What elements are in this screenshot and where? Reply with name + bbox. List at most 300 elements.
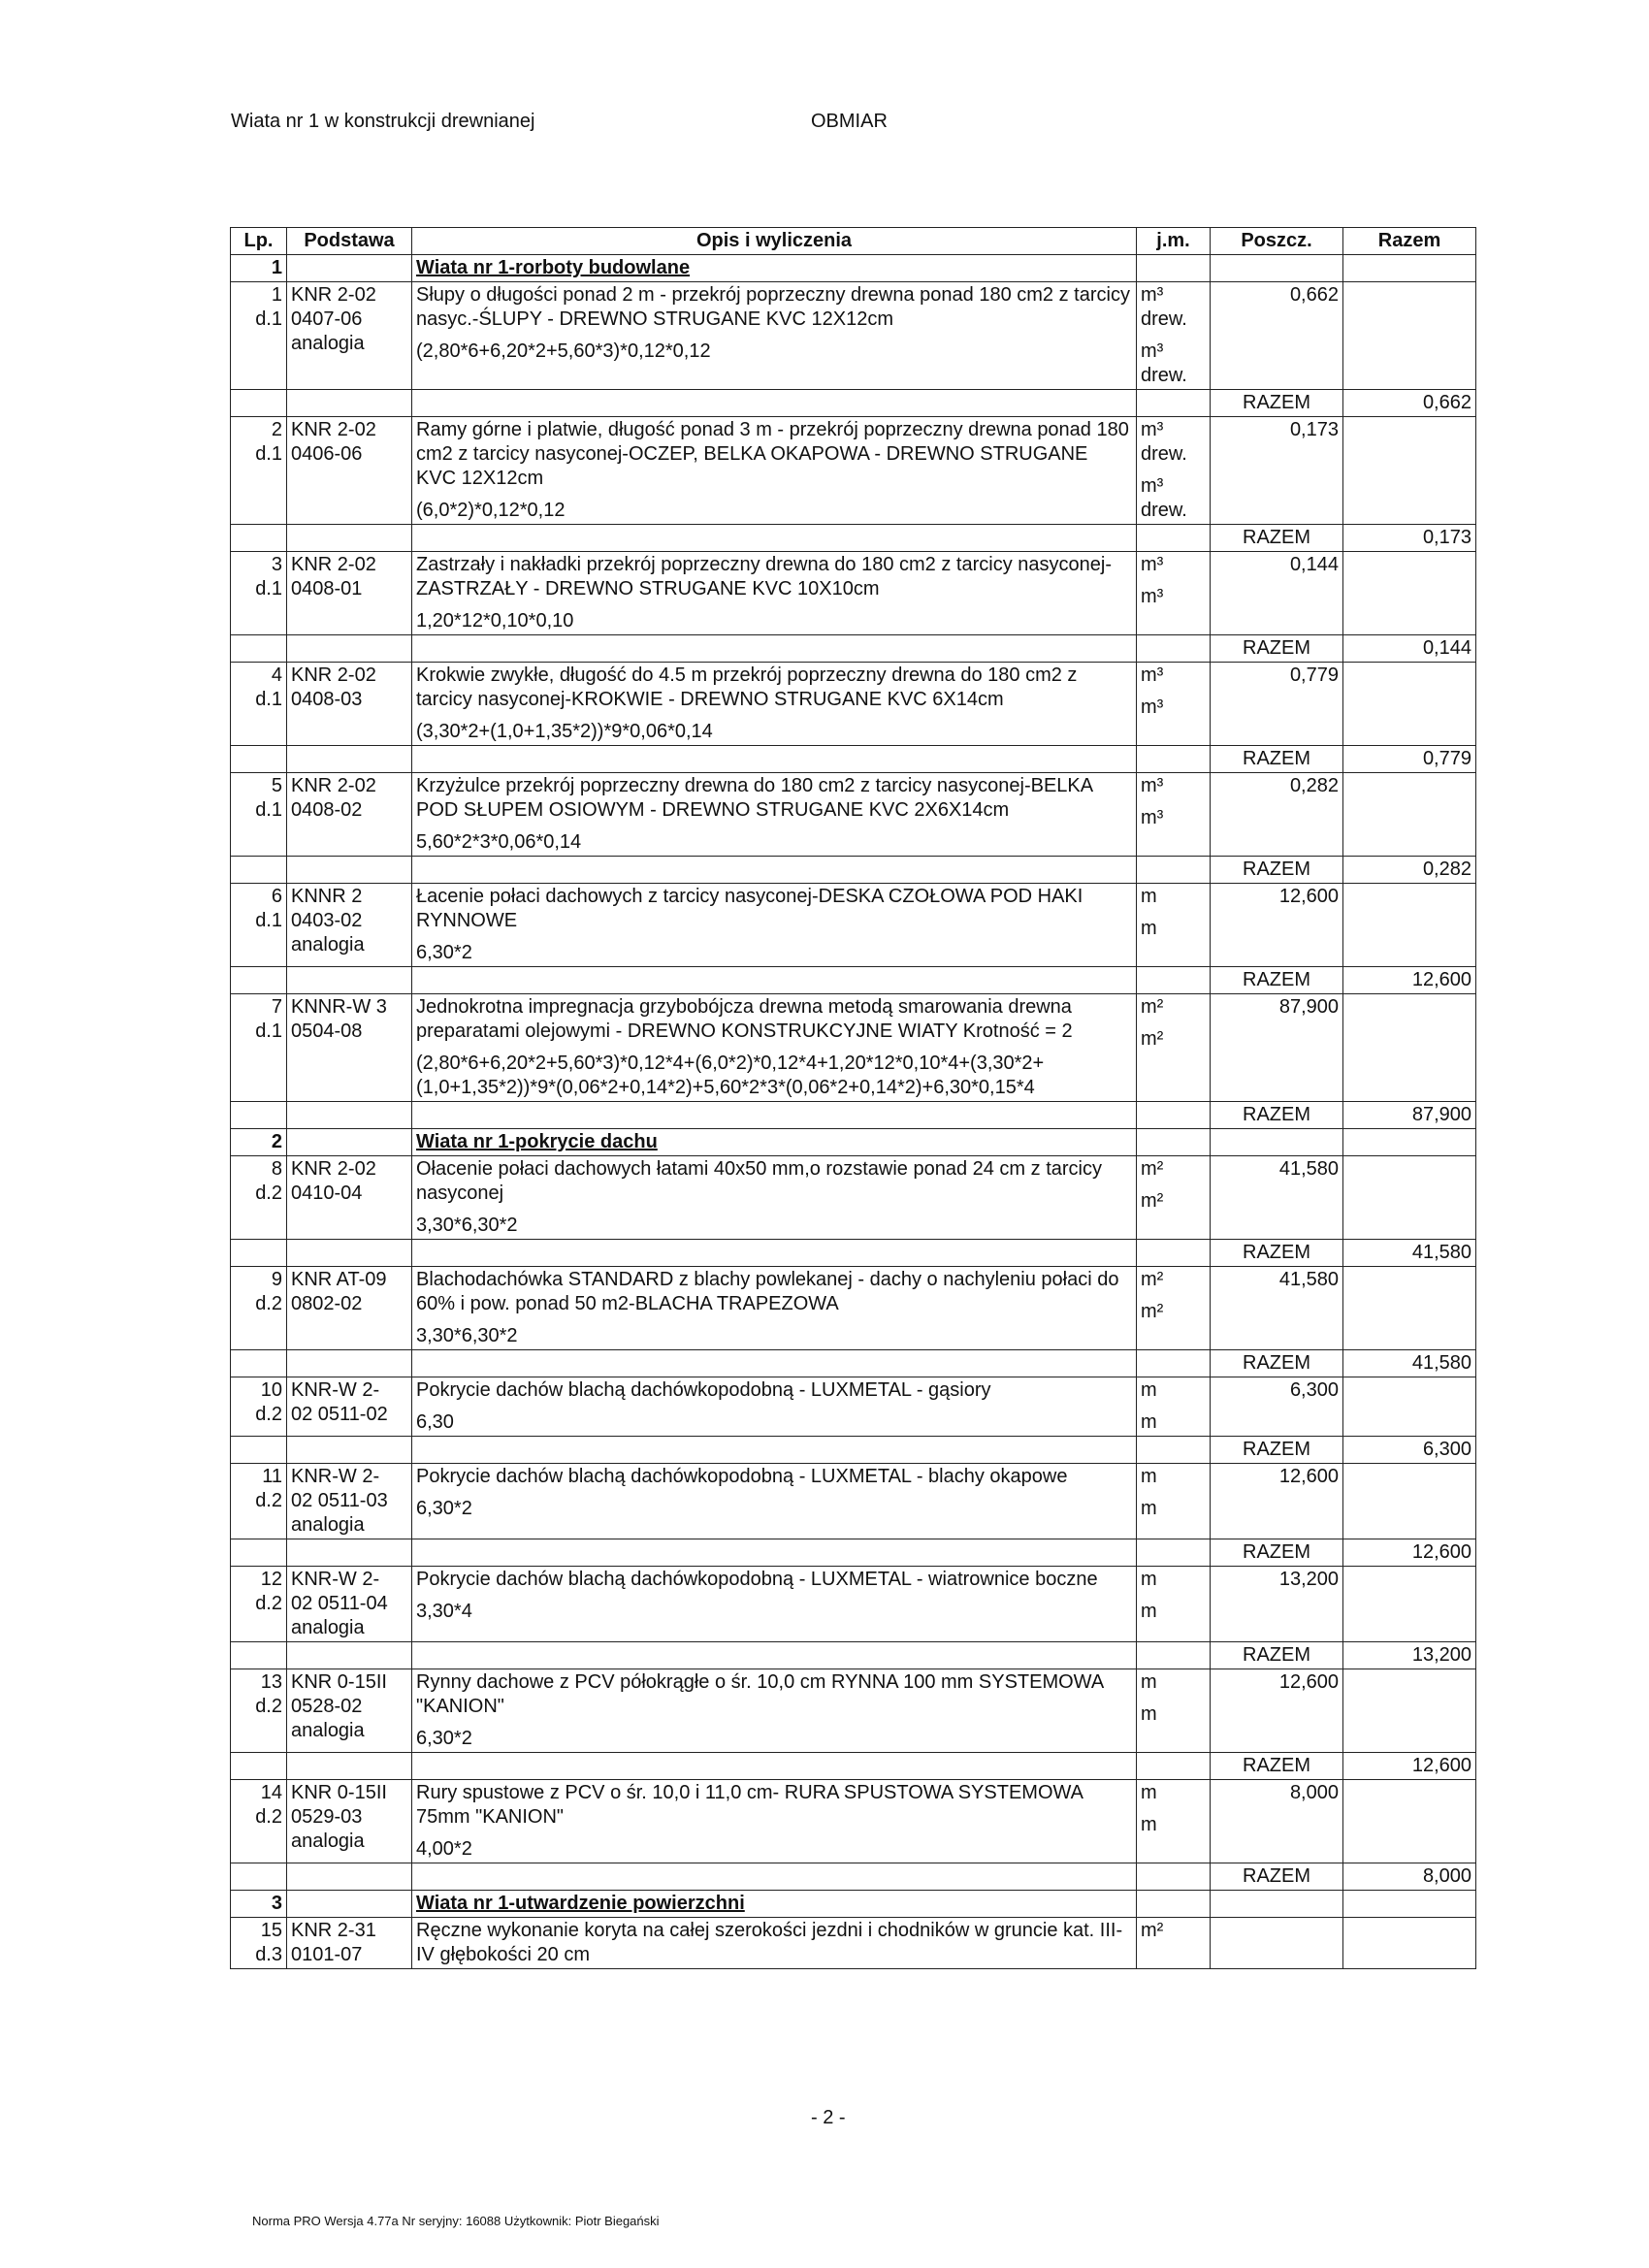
col-header-jm: j.m.: [1137, 228, 1211, 255]
item-unit: [1137, 773, 1211, 857]
item-podstawa: [287, 884, 412, 967]
razem-lp-empty: [231, 1863, 287, 1891]
razem-lp-empty: [231, 1102, 287, 1129]
col-header-lp: Lp.: [231, 228, 287, 255]
section-row: [231, 1891, 1476, 1918]
razem-value: 6,300: [1343, 1437, 1476, 1464]
section-row: [231, 1129, 1476, 1156]
table-row: [231, 663, 1476, 746]
razem-label: RAZEM: [1211, 1642, 1343, 1669]
podstawa-note: analogia: [291, 1514, 365, 1536]
razem-row: [231, 1539, 1476, 1567]
description-text: Ręczne wykonanie koryta na całej szerokości jezdni i chodników w gruncie kat. III-IV głębokości 20 cm: [416, 1920, 1123, 1965]
razem-row: [231, 1753, 1476, 1780]
razem-podstawa-empty: [287, 635, 412, 663]
razem-jm-empty: [1137, 857, 1211, 884]
item-lp: [231, 1567, 287, 1642]
razem-jm-empty: [1137, 1539, 1211, 1567]
item-number: 12: [260, 1569, 282, 1590]
podstawa-catalog: KNR-W 2-: [291, 1569, 380, 1590]
razem-row: [231, 1240, 1476, 1267]
item-lp: [231, 884, 287, 967]
item-department: d.2: [255, 1806, 282, 1828]
table-row: [231, 773, 1476, 857]
razem-opis-empty: [412, 967, 1137, 994]
item-lp: [231, 1780, 287, 1863]
section-spacer: [287, 1891, 412, 1918]
software-footer: Norma PRO Wersja 4.77a Nr seryjny: 16088 Użytkownik: Piotr Biegański: [252, 2214, 660, 2228]
table-row: [231, 417, 1476, 525]
razem-value: 13,200: [1343, 1642, 1476, 1669]
item-poszcz-value: 13,200: [1211, 1567, 1343, 1642]
section-title: Wiata nr 1-utwardzenie powierzchni: [412, 1891, 1137, 1918]
section-razem-empty: [1343, 1129, 1476, 1156]
item-unit: [1137, 1156, 1211, 1240]
description-text: Ołacenie połaci dachowych łatami 40x50 mm,o rozstawie ponad 24 cm z tarcicy nasyconej: [416, 1158, 1102, 1204]
razem-jm-empty: [1137, 635, 1211, 663]
calculation-formula: 1,20*12*0,10*0,10: [416, 610, 574, 632]
podstawa-position: 0403-02: [291, 910, 363, 931]
item-lp: [231, 1377, 287, 1437]
item-podstawa: [287, 1567, 412, 1642]
item-description: [412, 282, 1137, 390]
item-poszcz-value: 41,580: [1211, 1156, 1343, 1240]
razem-label: RAZEM: [1211, 635, 1343, 663]
podstawa-position: 0408-02: [291, 799, 363, 821]
unit-top: m: [1141, 886, 1157, 907]
razem-podstawa-empty: [287, 967, 412, 994]
section-jm-empty: [1137, 255, 1211, 282]
razem-value: 0,779: [1343, 746, 1476, 773]
item-lp: [231, 282, 287, 390]
razem-jm-empty: [1137, 390, 1211, 417]
unit-bottom: m³: [1141, 807, 1164, 828]
description-text: Krzyżulce przekrój poprzeczny drewna do 180 cm2 z tarcicy nasyconej-BELKA POD SŁUPEM OSIOWYM - DREWNO STRUGANE KVC 2X6X14cm: [416, 775, 1092, 821]
razem-jm-empty: [1137, 1642, 1211, 1669]
item-razem-empty: [1343, 1156, 1476, 1240]
calculation-formula: (3,30*2+(1,0+1,35*2))*9*0,06*0,14: [416, 721, 713, 742]
description-text: Łacenie połaci dachowych z tarcicy nasyconej-DESKA CZOŁOWA POD HAKI RYNNOWE: [416, 886, 1083, 931]
calculation-formula: (2,80*6+6,20*2+5,60*3)*0,12*0,12: [416, 340, 711, 362]
podstawa-note: analogia: [291, 1831, 365, 1852]
razem-podstawa-empty: [287, 1863, 412, 1891]
description-text: Rynny dachowe z PCV półokrągłe o śr. 10,0 cm RYNNA 100 mm SYSTEMOWA "KANION": [416, 1671, 1104, 1717]
unit-top: m²: [1141, 1920, 1164, 1941]
item-poszcz-value: 12,600: [1211, 1669, 1343, 1753]
section-jm-empty: [1137, 1891, 1211, 1918]
item-number: 1: [271, 284, 282, 306]
razem-podstawa-empty: [287, 1350, 412, 1377]
unit-top: m³ drew.: [1141, 419, 1187, 465]
table-row: [231, 1267, 1476, 1350]
podstawa-catalog: KNNR 2: [291, 886, 363, 907]
unit-bottom: m³: [1141, 697, 1164, 718]
podstawa-position: 02 0511-04: [291, 1593, 388, 1614]
razem-lp-empty: [231, 1240, 287, 1267]
razem-jm-empty: [1137, 746, 1211, 773]
item-razem-empty: [1343, 417, 1476, 525]
item-unit: [1137, 884, 1211, 967]
item-number: 15: [260, 1920, 282, 1941]
item-poszcz-value: 0,779: [1211, 663, 1343, 746]
item-lp: [231, 1464, 287, 1539]
podstawa-catalog: KNR 2-02: [291, 284, 376, 306]
item-number: 4: [271, 664, 282, 686]
item-description: [412, 552, 1137, 635]
item-department: d.1: [255, 443, 282, 465]
section-spacer: [287, 1129, 412, 1156]
item-poszcz-value: 12,600: [1211, 1464, 1343, 1539]
razem-label: RAZEM: [1211, 390, 1343, 417]
description-text: Rury spustowe z PCV o śr. 10,0 i 11,0 cm- RURA SPUSTOWA SYSTEMOWA 75mm "KANION": [416, 1782, 1083, 1828]
razem-row: [231, 1350, 1476, 1377]
razem-podstawa-empty: [287, 857, 412, 884]
col-header-poszcz: Poszcz.: [1211, 228, 1343, 255]
podstawa-catalog: KNR 2-02: [291, 775, 376, 796]
section-poszcz-empty: [1211, 255, 1343, 282]
item-razem-empty: [1343, 1464, 1476, 1539]
item-unit: [1137, 1267, 1211, 1350]
section-jm-empty: [1137, 1129, 1211, 1156]
item-number: 8: [271, 1158, 282, 1180]
table-row: [231, 282, 1476, 390]
razem-row: [231, 1437, 1476, 1464]
item-description: [412, 1377, 1137, 1437]
podstawa-position: 0528-02: [291, 1696, 363, 1717]
razem-label: RAZEM: [1211, 1539, 1343, 1567]
razem-value: 12,600: [1343, 967, 1476, 994]
podstawa-position: 0408-03: [291, 689, 363, 710]
razem-lp-empty: [231, 746, 287, 773]
razem-opis-empty: [412, 635, 1137, 663]
item-unit: [1137, 1780, 1211, 1863]
razem-opis-empty: [412, 1437, 1137, 1464]
calculation-formula: 6,30*2: [416, 1498, 472, 1519]
razem-podstawa-empty: [287, 1102, 412, 1129]
calculation-formula: 3,30*6,30*2: [416, 1215, 518, 1236]
razem-podstawa-empty: [287, 1240, 412, 1267]
item-number: 2: [271, 419, 282, 440]
podstawa-position: 0101-07: [291, 1944, 363, 1965]
razem-opis-empty: [412, 1240, 1137, 1267]
table-row: [231, 884, 1476, 967]
razem-value: 0,282: [1343, 857, 1476, 884]
item-razem-empty: [1343, 773, 1476, 857]
item-department: d.2: [255, 1404, 282, 1425]
item-razem-empty: [1343, 1567, 1476, 1642]
item-department: d.3: [255, 1944, 282, 1965]
razem-value: 0,173: [1343, 525, 1476, 552]
section-razem-empty: [1343, 255, 1476, 282]
section-razem-empty: [1343, 1891, 1476, 1918]
document-title: Wiata nr 1 w konstrukcji drewnianej: [231, 111, 535, 132]
razem-value: 12,600: [1343, 1539, 1476, 1567]
razem-value: 0,662: [1343, 390, 1476, 417]
item-lp: [231, 994, 287, 1102]
podstawa-catalog: KNR 2-31: [291, 1920, 376, 1941]
unit-top: m: [1141, 1671, 1157, 1693]
podstawa-position: 0802-02: [291, 1293, 363, 1314]
razem-lp-empty: [231, 1437, 287, 1464]
item-poszcz-value: 12,600: [1211, 884, 1343, 967]
item-department: d.1: [255, 578, 282, 599]
calculation-formula: 6,30*2: [416, 942, 472, 963]
unit-top: m: [1141, 1379, 1157, 1401]
table-row: [231, 1780, 1476, 1863]
item-razem-empty: [1343, 1669, 1476, 1753]
item-number: 14: [260, 1782, 282, 1803]
razem-value: 41,580: [1343, 1350, 1476, 1377]
razem-jm-empty: [1137, 1102, 1211, 1129]
razem-opis-empty: [412, 746, 1137, 773]
calculation-formula: 6,30: [416, 1411, 454, 1433]
item-description: [412, 1567, 1137, 1642]
razem-value: 8,000: [1343, 1863, 1476, 1891]
item-poszcz-value: 41,580: [1211, 1267, 1343, 1350]
item-podstawa: [287, 663, 412, 746]
item-poszcz-value: 0,173: [1211, 417, 1343, 525]
item-description: [412, 773, 1137, 857]
table-row: [231, 1464, 1476, 1539]
item-unit: [1137, 282, 1211, 390]
item-number: 3: [271, 554, 282, 575]
podstawa-catalog: KNNR-W 3: [291, 996, 387, 1018]
item-podstawa: [287, 1377, 412, 1437]
item-department: d.1: [255, 1021, 282, 1042]
col-header-podstawa: Podstawa: [287, 228, 412, 255]
razem-lp-empty: [231, 1539, 287, 1567]
item-number: 10: [260, 1379, 282, 1401]
razem-value: 41,580: [1343, 1240, 1476, 1267]
unit-top: m: [1141, 1782, 1157, 1803]
podstawa-catalog: KNR 0-15II: [291, 1782, 387, 1803]
table-row: [231, 1669, 1476, 1753]
item-razem-empty: [1343, 1377, 1476, 1437]
razem-jm-empty: [1137, 1753, 1211, 1780]
podstawa-position: 0529-03: [291, 1806, 363, 1828]
razem-row: [231, 525, 1476, 552]
razem-jm-empty: [1137, 967, 1211, 994]
razem-opis-empty: [412, 1539, 1137, 1567]
table-row: [231, 1567, 1476, 1642]
razem-row: [231, 1863, 1476, 1891]
item-department: d.2: [255, 1183, 282, 1204]
section-title: Wiata nr 1-pokrycie dachu: [412, 1129, 1137, 1156]
unit-bottom: m: [1141, 1411, 1157, 1433]
item-razem-empty: [1343, 282, 1476, 390]
unit-bottom: m³: [1141, 586, 1164, 607]
unit-top: m²: [1141, 1158, 1164, 1180]
unit-top: m²: [1141, 1269, 1164, 1290]
podstawa-note: analogia: [291, 1720, 365, 1741]
razem-podstawa-empty: [287, 1642, 412, 1669]
razem-label: RAZEM: [1211, 1863, 1343, 1891]
unit-bottom: m: [1141, 1814, 1157, 1835]
item-description: [412, 1918, 1137, 1969]
item-unit: [1137, 994, 1211, 1102]
description-text: Krokwie zwykłe, długość do 4.5 m przekrój poprzeczny drewna do 180 cm2 z tarcicy nasyconej-KROKWIE - DREWNO STRUGANE KVC 6X14cm: [416, 664, 1078, 710]
document-type: OBMIAR: [811, 111, 888, 132]
section-number: 2: [231, 1129, 287, 1156]
razem-value: 12,600: [1343, 1753, 1476, 1780]
podstawa-note: analogia: [291, 333, 365, 354]
table-row: [231, 552, 1476, 635]
table-row: [231, 1377, 1476, 1437]
podstawa-catalog: KNR 2-02: [291, 664, 376, 686]
razem-opis-empty: [412, 1102, 1137, 1129]
item-podstawa: [287, 282, 412, 390]
item-podstawa: [287, 417, 412, 525]
podstawa-note: analogia: [291, 1617, 365, 1638]
podstawa-catalog: KNR AT-09: [291, 1269, 387, 1290]
item-department: d.2: [255, 1593, 282, 1614]
calculation-formula: 3,30*6,30*2: [416, 1325, 518, 1346]
item-poszcz-value: 8,000: [1211, 1780, 1343, 1863]
podstawa-catalog: KNR 0-15II: [291, 1671, 387, 1693]
item-number: 9: [271, 1269, 282, 1290]
table-row: [231, 1156, 1476, 1240]
calculation-formula: 4,00*2: [416, 1838, 472, 1860]
razem-row: [231, 390, 1476, 417]
item-number: 5: [271, 775, 282, 796]
item-unit: [1137, 1669, 1211, 1753]
razem-lp-empty: [231, 1350, 287, 1377]
item-unit: [1137, 1918, 1211, 1969]
podstawa-position: 0504-08: [291, 1021, 363, 1042]
item-lp: [231, 1267, 287, 1350]
razem-opis-empty: [412, 1753, 1137, 1780]
razem-row: [231, 635, 1476, 663]
description-text: Pokrycie dachów blachą dachówkopodobną - LUXMETAL - gąsiory: [416, 1379, 991, 1401]
table-row: [231, 1918, 1476, 1969]
item-description: [412, 1267, 1137, 1350]
description-text: Pokrycie dachów blachą dachówkopodobną - LUXMETAL - wiatrownice boczne: [416, 1569, 1098, 1590]
razem-label: RAZEM: [1211, 1437, 1343, 1464]
item-description: [412, 1464, 1137, 1539]
item-lp: [231, 552, 287, 635]
calculation-formula: 3,30*4: [416, 1601, 472, 1622]
description-text: Słupy o długości ponad 2 m - przekrój poprzeczny drewna ponad 180 cm2 z tarcicy nasyc.-ŚLUPY - DREWNO STRUGANE KVC 12X12cm: [416, 284, 1130, 330]
item-poszcz-value: 6,300: [1211, 1377, 1343, 1437]
podstawa-position: 0410-04: [291, 1183, 363, 1204]
razem-jm-empty: [1137, 1350, 1211, 1377]
item-unit: [1137, 1377, 1211, 1437]
razem-row: [231, 857, 1476, 884]
razem-opis-empty: [412, 390, 1137, 417]
calculation-formula: 5,60*2*3*0,06*0,14: [416, 831, 582, 853]
item-department: d.2: [255, 1490, 282, 1511]
item-poszcz-value: 87,900: [1211, 994, 1343, 1102]
unit-bottom: m³ drew.: [1141, 475, 1187, 521]
unit-bottom: m: [1141, 1703, 1157, 1725]
unit-top: m: [1141, 1569, 1157, 1590]
unit-top: m²: [1141, 996, 1164, 1018]
razem-opis-empty: [412, 525, 1137, 552]
item-department: d.1: [255, 308, 282, 330]
table-body: [231, 255, 1476, 1969]
section-number: 3: [231, 1891, 287, 1918]
podstawa-position: 0407-06: [291, 308, 363, 330]
item-razem-empty: [1343, 994, 1476, 1102]
item-poszcz-value: 0,144: [1211, 552, 1343, 635]
item-poszcz-value: [1211, 1918, 1343, 1969]
podstawa-catalog: KNR 2-02: [291, 554, 376, 575]
razem-lp-empty: [231, 1753, 287, 1780]
section-poszcz-empty: [1211, 1891, 1343, 1918]
razem-jm-empty: [1137, 525, 1211, 552]
razem-podstawa-empty: [287, 1539, 412, 1567]
razem-opis-empty: [412, 1642, 1137, 1669]
unit-top: m³ drew.: [1141, 284, 1187, 330]
item-lp: [231, 663, 287, 746]
razem-lp-empty: [231, 525, 287, 552]
razem-label: RAZEM: [1211, 525, 1343, 552]
razem-podstawa-empty: [287, 1753, 412, 1780]
podstawa-note: analogia: [291, 934, 365, 956]
item-unit: [1137, 417, 1211, 525]
razem-jm-empty: [1137, 1863, 1211, 1891]
item-podstawa: [287, 1267, 412, 1350]
razem-lp-empty: [231, 390, 287, 417]
item-poszcz-value: 0,662: [1211, 282, 1343, 390]
razem-lp-empty: [231, 967, 287, 994]
item-podstawa: [287, 1156, 412, 1240]
podstawa-position: 0406-06: [291, 443, 363, 465]
item-unit: [1137, 1464, 1211, 1539]
podstawa-catalog: KNR 2-02: [291, 1158, 376, 1180]
item-podstawa: [287, 773, 412, 857]
section-poszcz-empty: [1211, 1129, 1343, 1156]
razem-label: RAZEM: [1211, 1240, 1343, 1267]
description-text: Blachodachówka STANDARD z blachy powlekanej - dachy o nachyleniu połaci do 60% i pow. ponad 50 m2-BLACHA TRAPEZOWA: [416, 1269, 1119, 1314]
razem-label: RAZEM: [1211, 1102, 1343, 1129]
item-number: 11: [262, 1466, 282, 1487]
page-number: - 2 -: [811, 2107, 846, 2128]
razem-label: RAZEM: [1211, 967, 1343, 994]
razem-jm-empty: [1137, 1240, 1211, 1267]
razem-row: [231, 967, 1476, 994]
razem-opis-empty: [412, 857, 1137, 884]
item-number: 7: [271, 996, 282, 1018]
item-department: d.1: [255, 799, 282, 821]
item-description: [412, 663, 1137, 746]
item-department: d.1: [255, 910, 282, 931]
item-unit: [1137, 552, 1211, 635]
description-text: Jednokrotna impregnacja grzybobójcza drewna metodą smarowania drewna preparatami olejowymi - DREWNO KONSTRUKCYJNE WIATY Krotność = 2: [416, 996, 1073, 1042]
unit-top: m: [1141, 1466, 1157, 1487]
item-razem-empty: [1343, 663, 1476, 746]
razem-podstawa-empty: [287, 746, 412, 773]
razem-label: RAZEM: [1211, 1753, 1343, 1780]
razem-value: 0,144: [1343, 635, 1476, 663]
item-podstawa: [287, 1669, 412, 1753]
razem-opis-empty: [412, 1863, 1137, 1891]
razem-lp-empty: [231, 857, 287, 884]
item-podstawa: [287, 552, 412, 635]
podstawa-catalog: KNR-W 2-: [291, 1379, 380, 1401]
unit-bottom: m: [1141, 1498, 1157, 1519]
section-spacer: [287, 255, 412, 282]
description-text: Ramy górne i platwie, długość ponad 3 m - przekrój poprzeczny drewna ponad 180 cm2 z tarcicy nasyconej-OCZEP, BELKA OKAPOWA - DREWNO STRUGANE KVC 12X12cm: [416, 419, 1129, 489]
razem-label: RAZEM: [1211, 857, 1343, 884]
table-header-row: [231, 228, 1476, 255]
item-razem-empty: [1343, 1267, 1476, 1350]
item-description: [412, 1780, 1137, 1863]
col-header-razem: Razem: [1343, 228, 1476, 255]
podstawa-position: 02 0511-02: [291, 1404, 388, 1425]
item-department: d.2: [255, 1293, 282, 1314]
unit-bottom: m: [1141, 918, 1157, 939]
